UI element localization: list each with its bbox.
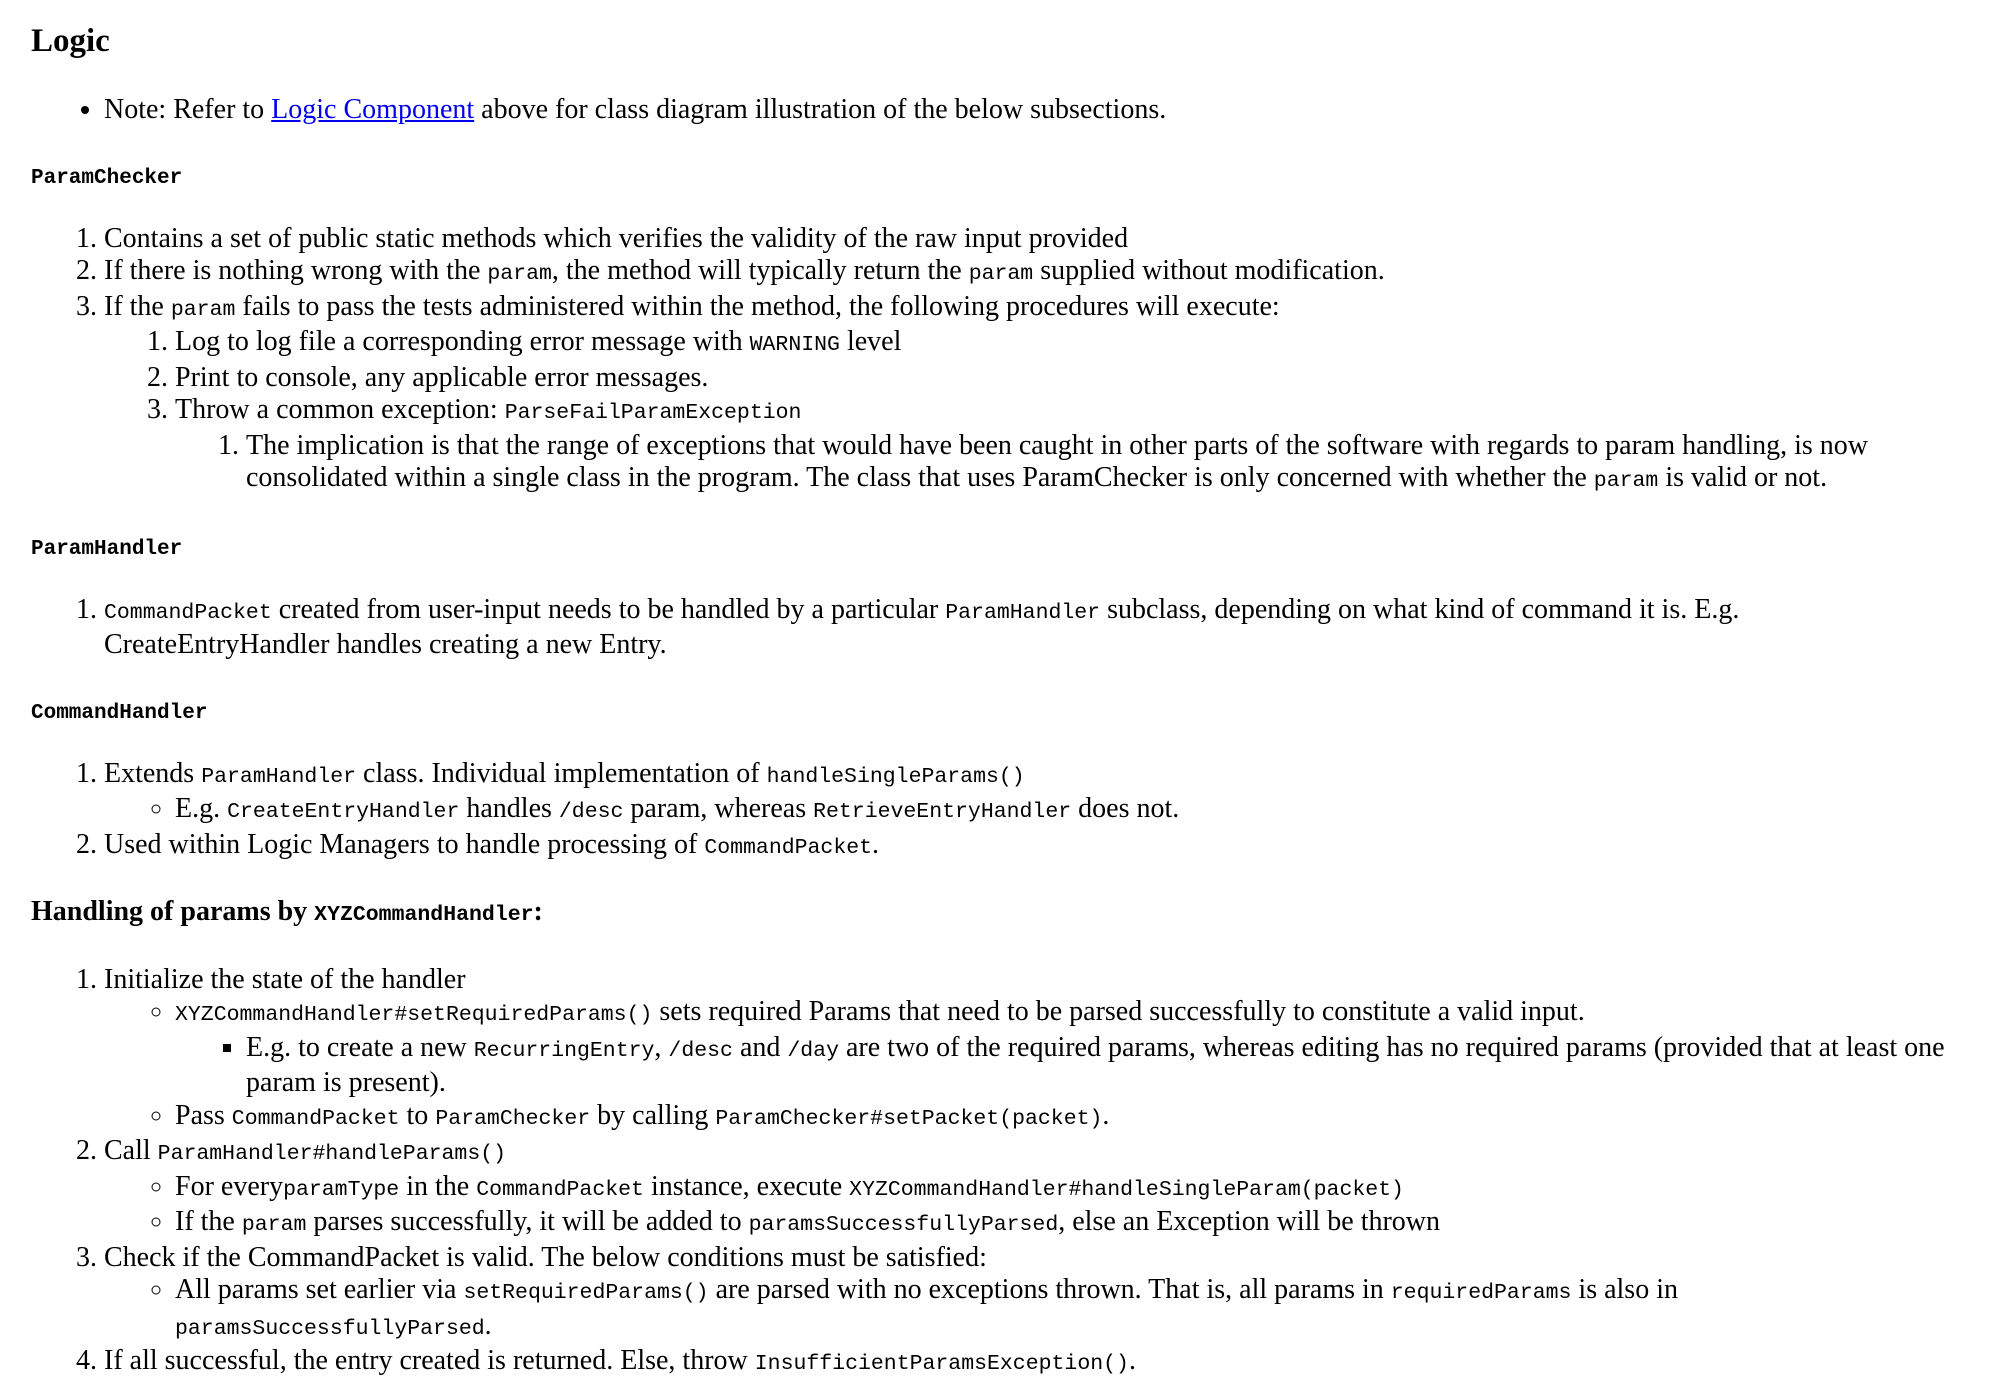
inline-code: paramType xyxy=(283,1177,400,1202)
text: in the xyxy=(399,1170,477,1202)
inline-code: WARNING xyxy=(749,333,840,357)
inline-code: ParamHandler#handleParams() xyxy=(157,1142,507,1166)
inline-code: CommandPacket xyxy=(104,600,272,625)
heading-paramchecker xyxy=(31,164,1965,191)
list-item xyxy=(175,1171,1965,1207)
text: and xyxy=(732,1031,788,1063)
text: . xyxy=(484,1309,492,1341)
text: : xyxy=(533,896,543,927)
text: E.g. to create a new xyxy=(246,1031,474,1063)
text: If the xyxy=(104,290,171,322)
text: . xyxy=(872,828,880,860)
list-item xyxy=(104,758,1965,829)
heading-paramhandler xyxy=(31,535,1965,562)
text: subclass, depending on what kind of command it is. E.g. CreateEntryHandler handles creating a new Entry. xyxy=(104,593,1740,660)
text: handles xyxy=(459,793,559,824)
inline-code: paramsSuccessfullyParsed xyxy=(175,1316,485,1341)
text: , else an Exception will be thrown xyxy=(1058,1206,1441,1237)
inline-code: CommandHandler xyxy=(31,701,208,725)
list-item xyxy=(175,394,1965,498)
text: Call xyxy=(104,1135,158,1166)
inline-code: /desc xyxy=(558,800,624,824)
inline-code: setRequiredParams() xyxy=(463,1281,709,1305)
text: If there is nothing wrong with the xyxy=(104,255,488,286)
inline-code: ParamChecker#setPacket(packet) xyxy=(715,1106,1103,1131)
list-item xyxy=(104,1345,1965,1381)
list-item xyxy=(104,1242,1965,1346)
handling-params-list xyxy=(31,964,1965,1381)
list-item xyxy=(104,94,1965,127)
list-item xyxy=(175,326,1965,362)
text: does not. xyxy=(1071,793,1180,824)
list-item xyxy=(104,1135,1965,1242)
inline-code: CommandPacket xyxy=(476,1177,644,1202)
text: Print to console, any applicable error messages. xyxy=(175,361,709,393)
inline-code: paramsSuccessfullyParsed xyxy=(748,1213,1059,1237)
text: Logic xyxy=(31,23,110,59)
text: Pass xyxy=(175,1099,232,1131)
heading-commandhandler xyxy=(31,699,1965,726)
text: . xyxy=(1102,1099,1110,1131)
inline-code: CommandPacket xyxy=(231,1106,400,1131)
text: . xyxy=(1128,1345,1136,1376)
inline-code: ParamHandler xyxy=(201,764,357,789)
inline-code: ParamChecker xyxy=(31,166,183,190)
text: above for class diagram illustration of the below subsections. xyxy=(474,94,1167,125)
text: instance, execute xyxy=(643,1170,850,1202)
text: level xyxy=(839,326,902,357)
text: Throw a common exception: xyxy=(175,394,505,425)
inline-code: param xyxy=(170,297,236,322)
bullet-list xyxy=(104,1274,1965,1345)
list-item xyxy=(175,1100,1965,1136)
bullet-list xyxy=(104,996,1965,1135)
text: are two of the required params, whereas editing has no required params (provided that at least one param is present). xyxy=(246,1031,1945,1098)
text: , xyxy=(654,1031,669,1063)
inline-code: param xyxy=(968,262,1034,286)
inline-code: param xyxy=(487,262,552,286)
ordered-list xyxy=(104,326,1965,498)
text: created from user-input needs to be handled by a particular xyxy=(271,593,946,625)
inline-code: ParamHandler xyxy=(945,600,1101,625)
text: are parsed with no exceptions thrown. That is, all params in xyxy=(708,1274,1391,1305)
inline-code: XYZCommandHandler#setRequiredParams() xyxy=(175,1003,653,1027)
inline-code: handleSingleParams() xyxy=(766,764,1025,789)
inline-code: RecurringEntry xyxy=(473,1038,655,1063)
inline-code: ParamHandler xyxy=(31,537,183,561)
text: All params set earlier via xyxy=(175,1274,464,1305)
inline-code: requiredParams xyxy=(1390,1281,1572,1305)
inline-code: XYZCommandHandler#handleSingleParam(packet) xyxy=(849,1177,1404,1202)
note-list xyxy=(31,94,1965,127)
text: , the method will typically return the xyxy=(551,255,969,286)
list-item xyxy=(104,223,1965,256)
text: fails to pass the tests administered within the method, the following procedures will execute: xyxy=(235,290,1280,322)
list-item xyxy=(104,291,1965,498)
bullet-list xyxy=(104,793,1965,829)
text: Log to log file a corresponding error message with xyxy=(175,326,750,357)
list-item xyxy=(104,255,1965,291)
text: For every xyxy=(175,1170,284,1202)
text: parses successfully, it will be added to xyxy=(306,1206,749,1237)
inline-code: InsufficientParamsException() xyxy=(754,1352,1129,1376)
text: E.g. xyxy=(175,793,228,824)
inline-code: ParamChecker xyxy=(435,1106,591,1131)
bullet-list xyxy=(104,1171,1965,1242)
text: Note: Refer to xyxy=(104,94,272,125)
bullet-list xyxy=(175,1032,1965,1100)
heading-handling-params xyxy=(31,896,1965,932)
inline-code: CommandPacket xyxy=(704,835,873,860)
inline-code: param xyxy=(241,1213,307,1237)
text: class. Individual implementation of xyxy=(356,757,767,789)
text: sets required Params that need to be parsed successfully to constitute a valid input. xyxy=(652,996,1585,1027)
list-item xyxy=(175,793,1965,829)
inline-code: CreateEntryHandler xyxy=(227,800,460,824)
text: If all successful, the entry created is returned. Else, throw xyxy=(104,1345,755,1376)
text: by calling xyxy=(590,1099,716,1131)
inline-code: /day xyxy=(787,1038,839,1063)
text: to xyxy=(399,1099,436,1131)
text: Contains a set of public static methods which verifies the validity of the raw input provided xyxy=(104,222,1129,254)
list-item xyxy=(104,594,1965,662)
list-item xyxy=(175,1274,1965,1345)
paramhandler-list xyxy=(31,594,1965,662)
text: Extends xyxy=(104,757,202,789)
paramchecker-list xyxy=(31,223,1965,498)
inline-code: XYZCommandHandler xyxy=(314,903,534,927)
text: Check if the CommandPacket is valid. The below conditions must be satisfied: xyxy=(104,1241,987,1273)
inline-code: RetrieveEntryHandler xyxy=(813,800,1072,824)
list-item xyxy=(104,829,1965,865)
inline-code: /desc xyxy=(668,1038,733,1063)
text: Used within Logic Managers to handle processing of xyxy=(104,828,705,860)
text: is also in xyxy=(1571,1274,1678,1305)
list-item xyxy=(104,964,1965,1136)
document xyxy=(0,22,1996,1381)
ordered-list xyxy=(175,430,1965,498)
logic-component-link[interactable]: Logic Component xyxy=(271,94,475,125)
list-item xyxy=(246,430,1965,498)
list-item xyxy=(175,996,1965,1100)
commandhandler-list xyxy=(31,758,1965,865)
text: Handling of params by xyxy=(31,896,315,927)
section-title-logic xyxy=(31,22,1965,60)
list-item xyxy=(175,362,1965,395)
text: supplied without modification. xyxy=(1033,255,1385,286)
text: is valid or not. xyxy=(1658,462,1828,493)
list-item xyxy=(175,1206,1965,1242)
list-item xyxy=(246,1032,1965,1100)
inline-code: param xyxy=(1593,469,1659,493)
text: The implication is that the range of exceptions that would have been caught in other parts of the software with regards to param handling, is now consolidated within a single class in the program. The class that uses ParamChecker is only concerned with whether the xyxy=(246,429,1868,493)
text: Initialize the state of the handler xyxy=(104,963,466,995)
inline-code: ParseFailParamException xyxy=(504,401,802,425)
text: If the xyxy=(175,1206,242,1237)
text: param, whereas xyxy=(623,793,814,824)
